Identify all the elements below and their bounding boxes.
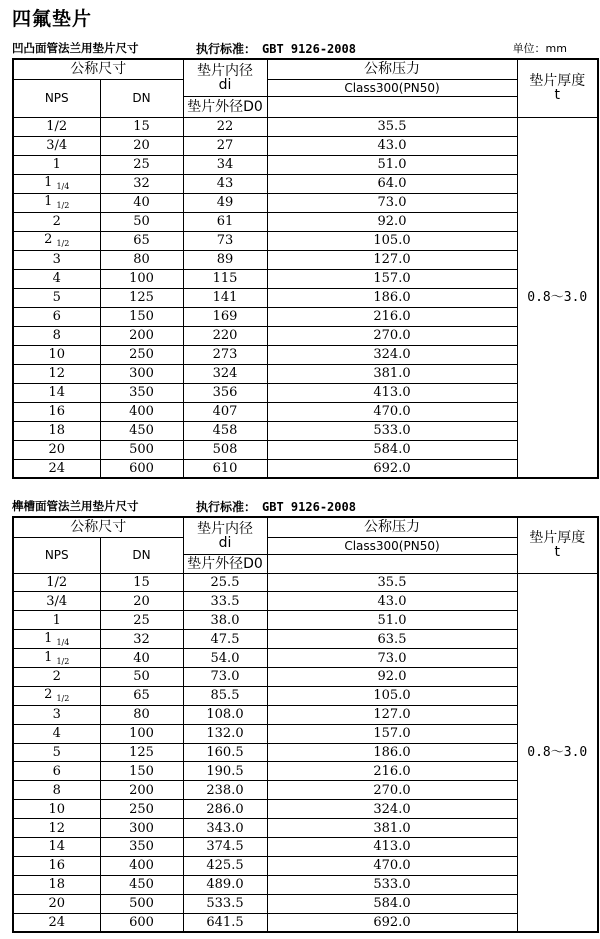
- cell-nps: [13, 611, 100, 630]
- table-row: [13, 686, 598, 705]
- nps-value: 16: [48, 404, 66, 419]
- cell-dn: 350: [100, 383, 183, 402]
- cell-outer-diameter: 35.5: [267, 573, 517, 592]
- cell-inner-diameter: 89: [183, 250, 267, 269]
- cell-nps: [13, 288, 100, 307]
- table-body: [13, 573, 598, 932]
- cell-thickness: 0.8～3.0: [517, 573, 598, 932]
- cell-dn: 20: [100, 136, 183, 155]
- cell-nps: [13, 269, 100, 288]
- cell-dn: 80: [100, 250, 183, 269]
- cell-nps: [13, 345, 100, 364]
- cell-nps: [13, 762, 100, 781]
- nps-value: 2: [52, 214, 61, 229]
- cell-outer-diameter: 92.0: [267, 212, 517, 231]
- table-body: [13, 117, 598, 478]
- cell-dn: 500: [100, 894, 183, 913]
- table-row: [13, 667, 598, 686]
- cell-inner-diameter: 33.5: [183, 592, 267, 611]
- cell-outer-diameter: 270.0: [267, 326, 517, 345]
- header-dn: DN: [100, 79, 183, 117]
- section-title: 凹凸面管法兰用垫片尺寸: [12, 41, 139, 55]
- cell-inner-diameter: 508: [183, 440, 267, 459]
- cell-dn: 80: [100, 705, 183, 724]
- table-row: [13, 117, 598, 136]
- cell-nps: [13, 837, 100, 856]
- section-title: 榫槽面管法兰用垫片尺寸: [12, 499, 139, 513]
- cell-inner-diameter: 343.0: [183, 819, 267, 838]
- table-row: [13, 212, 598, 231]
- table-row: [13, 875, 598, 894]
- header-inner-diameter-label: 垫片内径: [197, 62, 253, 79]
- nps-value: 24: [48, 914, 66, 930]
- nps-value: 12: [48, 820, 66, 836]
- nps-value: 18: [48, 423, 66, 438]
- nps-value: 10: [48, 801, 66, 817]
- standard-info: [196, 40, 356, 57]
- cell-inner-diameter: 273: [183, 345, 267, 364]
- nps-value: 4: [52, 726, 61, 742]
- cell-outer-diameter: 127.0: [267, 250, 517, 269]
- header-nominal-pressure: 公称压力: [267, 517, 517, 537]
- cell-dn: 40: [100, 649, 183, 668]
- table-row: [13, 894, 598, 913]
- standard-value: GBT 9126-2008: [262, 500, 356, 514]
- header-thickness-symbol: t: [554, 87, 560, 104]
- cell-outer-diameter: 533.0: [267, 875, 517, 894]
- cell-inner-diameter: 324: [183, 364, 267, 383]
- nps-value: 4: [52, 271, 61, 286]
- cell-dn: 600: [100, 913, 183, 932]
- cell-inner-diameter: 286.0: [183, 800, 267, 819]
- header-pressure-class: Class300(PN50): [267, 537, 517, 554]
- nps-value: 18: [48, 877, 66, 893]
- header-nominal-pressure: 公称压力: [267, 59, 517, 79]
- cell-dn: 150: [100, 762, 183, 781]
- cell-dn: 200: [100, 326, 183, 345]
- table-row: [13, 402, 598, 421]
- table-row: [13, 193, 598, 212]
- cell-inner-diameter: 34: [183, 155, 267, 174]
- cell-inner-diameter: 85.5: [183, 686, 267, 705]
- nps-value: 12: [48, 366, 66, 381]
- nps-value: 5: [52, 744, 61, 760]
- cell-outer-diameter: 73.0: [267, 649, 517, 668]
- table-row: [13, 592, 598, 611]
- cell-nps: [13, 856, 100, 875]
- nps-value: 8: [52, 328, 61, 343]
- cell-dn: 125: [100, 743, 183, 762]
- cell-nps: [13, 592, 100, 611]
- table-row: [13, 705, 598, 724]
- cell-dn: 40: [100, 193, 183, 212]
- table-row: [13, 611, 598, 630]
- nps-value: 20: [48, 896, 66, 912]
- cell-outer-diameter: 157.0: [267, 269, 517, 288]
- cell-dn: 125: [100, 288, 183, 307]
- table-row: [13, 800, 598, 819]
- nps-value: 16: [48, 858, 66, 874]
- table-row: [13, 743, 598, 762]
- cell-nps: [13, 212, 100, 231]
- table-row: [13, 573, 598, 592]
- cell-outer-diameter: 43.0: [267, 592, 517, 611]
- cell-outer-diameter: 470.0: [267, 856, 517, 875]
- cell-outer-diameter: 105.0: [267, 686, 517, 705]
- cell-nps: [13, 117, 100, 136]
- cell-outer-diameter: 381.0: [267, 364, 517, 383]
- cell-inner-diameter: 374.5: [183, 837, 267, 856]
- cell-nps: [13, 250, 100, 269]
- cell-inner-diameter: 27: [183, 136, 267, 155]
- nps-value: 1: [44, 630, 53, 646]
- standard-label: 执行标准：: [196, 42, 257, 56]
- cell-inner-diameter: 132.0: [183, 724, 267, 743]
- cell-dn: 65: [100, 231, 183, 250]
- header-thickness-label: 垫片厚度: [529, 530, 586, 547]
- cell-dn: 400: [100, 402, 183, 421]
- cell-outer-diameter: 381.0: [267, 819, 517, 838]
- gasket-table-convex: [12, 58, 599, 479]
- cell-nps: [13, 894, 100, 913]
- table-row: [13, 174, 598, 193]
- header-dn: DN: [100, 537, 183, 573]
- table-row: [13, 837, 598, 856]
- cell-nps: [13, 364, 100, 383]
- cell-dn: 15: [100, 117, 183, 136]
- table-row: [13, 250, 598, 269]
- nps-value: 3: [52, 252, 61, 267]
- table-row: [13, 762, 598, 781]
- cell-outer-diameter: 64.0: [267, 174, 517, 193]
- cell-dn: 25: [100, 611, 183, 630]
- cell-dn: 300: [100, 819, 183, 838]
- cell-inner-diameter: 61: [183, 212, 267, 231]
- header-inner-diameter: [183, 59, 267, 96]
- cell-outer-diameter: 324.0: [267, 800, 517, 819]
- nps-fraction: 1/2: [56, 201, 70, 210]
- nps-value: 6: [52, 309, 61, 324]
- cell-inner-diameter: 407: [183, 402, 267, 421]
- nps-value: 20: [48, 442, 66, 457]
- standard-info: [196, 498, 356, 515]
- cell-dn: 250: [100, 800, 183, 819]
- cell-dn: 100: [100, 269, 183, 288]
- cell-inner-diameter: 425.5: [183, 856, 267, 875]
- cell-nps: [13, 193, 100, 212]
- cell-dn: 500: [100, 440, 183, 459]
- cell-outer-diameter: 270.0: [267, 781, 517, 800]
- cell-dn: 50: [100, 667, 183, 686]
- nps-value: 1/2: [46, 119, 68, 134]
- header-thickness: [517, 59, 598, 117]
- cell-dn: 25: [100, 155, 183, 174]
- cell-outer-diameter: 51.0: [267, 155, 517, 174]
- cell-dn: 32: [100, 174, 183, 193]
- header-nps: NPS: [13, 537, 100, 573]
- cell-nps: [13, 383, 100, 402]
- cell-thickness: 0.8～3.0: [517, 117, 598, 478]
- cell-inner-diameter: 190.5: [183, 762, 267, 781]
- cell-outer-diameter: 186.0: [267, 743, 517, 762]
- section-caption: [12, 40, 597, 56]
- table-row: [13, 307, 598, 326]
- cell-nps: [13, 307, 100, 326]
- cell-outer-diameter: 35.5: [267, 117, 517, 136]
- cell-outer-diameter: 73.0: [267, 193, 517, 212]
- nps-value: 6: [52, 763, 61, 779]
- gasket-table-tongue-groove: [12, 516, 599, 933]
- table-row: [13, 630, 598, 649]
- cell-inner-diameter: 43: [183, 174, 267, 193]
- cell-dn: 32: [100, 630, 183, 649]
- cell-inner-diameter: 108.0: [183, 705, 267, 724]
- nps-value: 14: [48, 839, 66, 855]
- cell-dn: 150: [100, 307, 183, 326]
- cell-nps: [13, 459, 100, 478]
- cell-dn: 15: [100, 573, 183, 592]
- cell-dn: 350: [100, 837, 183, 856]
- table-row: [13, 913, 598, 932]
- cell-nps: [13, 231, 100, 250]
- cell-dn: 600: [100, 459, 183, 478]
- cell-nps: [13, 819, 100, 838]
- cell-inner-diameter: 489.0: [183, 875, 267, 894]
- cell-inner-diameter: 47.5: [183, 630, 267, 649]
- table-row: [13, 136, 598, 155]
- cell-inner-diameter: 238.0: [183, 781, 267, 800]
- cell-outer-diameter: 413.0: [267, 383, 517, 402]
- nps-value: 5: [52, 290, 61, 305]
- cell-nps: [13, 326, 100, 345]
- cell-nps: [13, 155, 100, 174]
- table-row: [13, 326, 598, 345]
- unit-label: 单位：mm: [512, 42, 567, 55]
- header-thickness-label: 垫片厚度: [529, 73, 586, 90]
- cell-nps: [13, 913, 100, 932]
- nps-value: 1: [52, 612, 61, 628]
- cell-nps: [13, 743, 100, 762]
- cell-nps: [13, 421, 100, 440]
- cell-inner-diameter: 22: [183, 117, 267, 136]
- cell-inner-diameter: 73: [183, 231, 267, 250]
- cell-nps: [13, 781, 100, 800]
- nps-value: 14: [48, 385, 66, 400]
- nps-value: 3/4: [46, 138, 68, 153]
- cell-inner-diameter: 38.0: [183, 611, 267, 630]
- cell-nps: [13, 136, 100, 155]
- nps-value: 3: [52, 707, 61, 723]
- cell-nps: [13, 875, 100, 894]
- cell-outer-diameter: 324.0: [267, 345, 517, 364]
- cell-outer-diameter: 413.0: [267, 837, 517, 856]
- cell-inner-diameter: 169: [183, 307, 267, 326]
- cell-outer-diameter: 692.0: [267, 913, 517, 932]
- table-row: [13, 781, 598, 800]
- cell-inner-diameter: 115: [183, 269, 267, 288]
- cell-nps: [13, 630, 100, 649]
- cell-outer-diameter: 470.0: [267, 402, 517, 421]
- cell-dn: 450: [100, 421, 183, 440]
- table-row: [13, 440, 598, 459]
- cell-inner-diameter: 73.0: [183, 667, 267, 686]
- cell-nps: [13, 573, 100, 592]
- header-inner-symbol: di: [218, 534, 232, 551]
- cell-dn: 400: [100, 856, 183, 875]
- cell-inner-diameter: 356: [183, 383, 267, 402]
- nps-value: 1: [52, 157, 61, 172]
- cell-outer-diameter: 127.0: [267, 705, 517, 724]
- cell-dn: 20: [100, 592, 183, 611]
- cell-inner-diameter: 641.5: [183, 913, 267, 932]
- cell-outer-diameter: 63.5: [267, 630, 517, 649]
- nps-value: 2: [44, 232, 53, 247]
- cell-dn: 450: [100, 875, 183, 894]
- header-nominal-size: 公称尺寸: [13, 517, 183, 537]
- cell-nps: [13, 667, 100, 686]
- table-row: [13, 269, 598, 288]
- nps-value: 1: [44, 194, 53, 209]
- section-caption: [12, 498, 597, 514]
- header-nominal-size: 公称尺寸: [13, 59, 183, 79]
- table-row: [13, 383, 598, 402]
- header-inner-diameter: [183, 517, 267, 554]
- nps-fraction: 1/4: [56, 182, 70, 191]
- cell-inner-diameter: 220: [183, 326, 267, 345]
- table-row: [13, 155, 598, 174]
- header-pressure-class: Class300(PN50): [267, 79, 517, 96]
- page-title: 四氟垫片: [12, 8, 93, 30]
- cell-outer-diameter: 105.0: [267, 231, 517, 250]
- cell-nps: [13, 724, 100, 743]
- cell-nps: [13, 686, 100, 705]
- nps-value: 1: [44, 649, 53, 665]
- cell-nps: [13, 402, 100, 421]
- table-row: [13, 649, 598, 668]
- nps-fraction: 1/4: [56, 637, 70, 647]
- nps-value: 2: [44, 687, 53, 703]
- cell-dn: 300: [100, 364, 183, 383]
- table-row: [13, 724, 598, 743]
- nps-value: 3/4: [46, 593, 68, 609]
- cell-outer-diameter: 584.0: [267, 894, 517, 913]
- cell-inner-diameter: 458: [183, 421, 267, 440]
- header-thickness: [517, 517, 598, 573]
- table-row: [13, 819, 598, 838]
- cell-dn: 250: [100, 345, 183, 364]
- cell-outer-diameter: 216.0: [267, 762, 517, 781]
- cell-outer-diameter: 51.0: [267, 611, 517, 630]
- cell-outer-diameter: 584.0: [267, 440, 517, 459]
- table-row: [13, 364, 598, 383]
- header-nps: NPS: [13, 79, 100, 117]
- cell-inner-diameter: 54.0: [183, 649, 267, 668]
- cell-inner-diameter: 141: [183, 288, 267, 307]
- nps-value: 10: [48, 347, 66, 362]
- cell-dn: 100: [100, 724, 183, 743]
- nps-value: 8: [52, 782, 61, 798]
- cell-inner-diameter: 610: [183, 459, 267, 478]
- cell-dn: 50: [100, 212, 183, 231]
- cell-outer-diameter: 533.0: [267, 421, 517, 440]
- cell-outer-diameter: 92.0: [267, 667, 517, 686]
- cell-nps: [13, 440, 100, 459]
- cell-inner-diameter: 25.5: [183, 573, 267, 592]
- cell-nps: [13, 800, 100, 819]
- nps-fraction: 1/2: [56, 656, 70, 666]
- header-outer-diameter: 垫片外径D0: [183, 554, 267, 573]
- nps-value: 1/2: [46, 574, 68, 590]
- cell-dn: 65: [100, 686, 183, 705]
- cell-inner-diameter: 533.5: [183, 894, 267, 913]
- cell-nps: [13, 649, 100, 668]
- header-outer-diameter: 垫片外径D0: [183, 96, 267, 117]
- standard-value: GBT 9126-2008: [262, 42, 356, 56]
- nps-fraction: 1/2: [56, 694, 70, 704]
- table-row: [13, 288, 598, 307]
- table-row: [13, 459, 598, 478]
- table-row: [13, 856, 598, 875]
- header-inner-symbol: di: [218, 76, 232, 93]
- cell-inner-diameter: 49: [183, 193, 267, 212]
- cell-dn: 200: [100, 781, 183, 800]
- cell-outer-diameter: 157.0: [267, 724, 517, 743]
- cell-inner-diameter: 160.5: [183, 743, 267, 762]
- cell-outer-diameter: 216.0: [267, 307, 517, 326]
- cell-outer-diameter: 43.0: [267, 136, 517, 155]
- nps-value: 2: [52, 669, 61, 685]
- header-inner-diameter-label: 垫片内径: [197, 520, 253, 537]
- standard-label: 执行标准：: [196, 500, 257, 514]
- nps-value: 24: [48, 460, 66, 476]
- cell-outer-diameter: 692.0: [267, 459, 517, 478]
- cell-nps: [13, 705, 100, 724]
- cell-outer-diameter: 186.0: [267, 288, 517, 307]
- table-row: [13, 231, 598, 250]
- cell-nps: [13, 174, 100, 193]
- header-thickness-symbol: t: [554, 544, 560, 561]
- nps-value: 1: [44, 175, 53, 190]
- table-row: [13, 421, 598, 440]
- nps-fraction: 1/2: [56, 239, 70, 248]
- table-row: [13, 345, 598, 364]
